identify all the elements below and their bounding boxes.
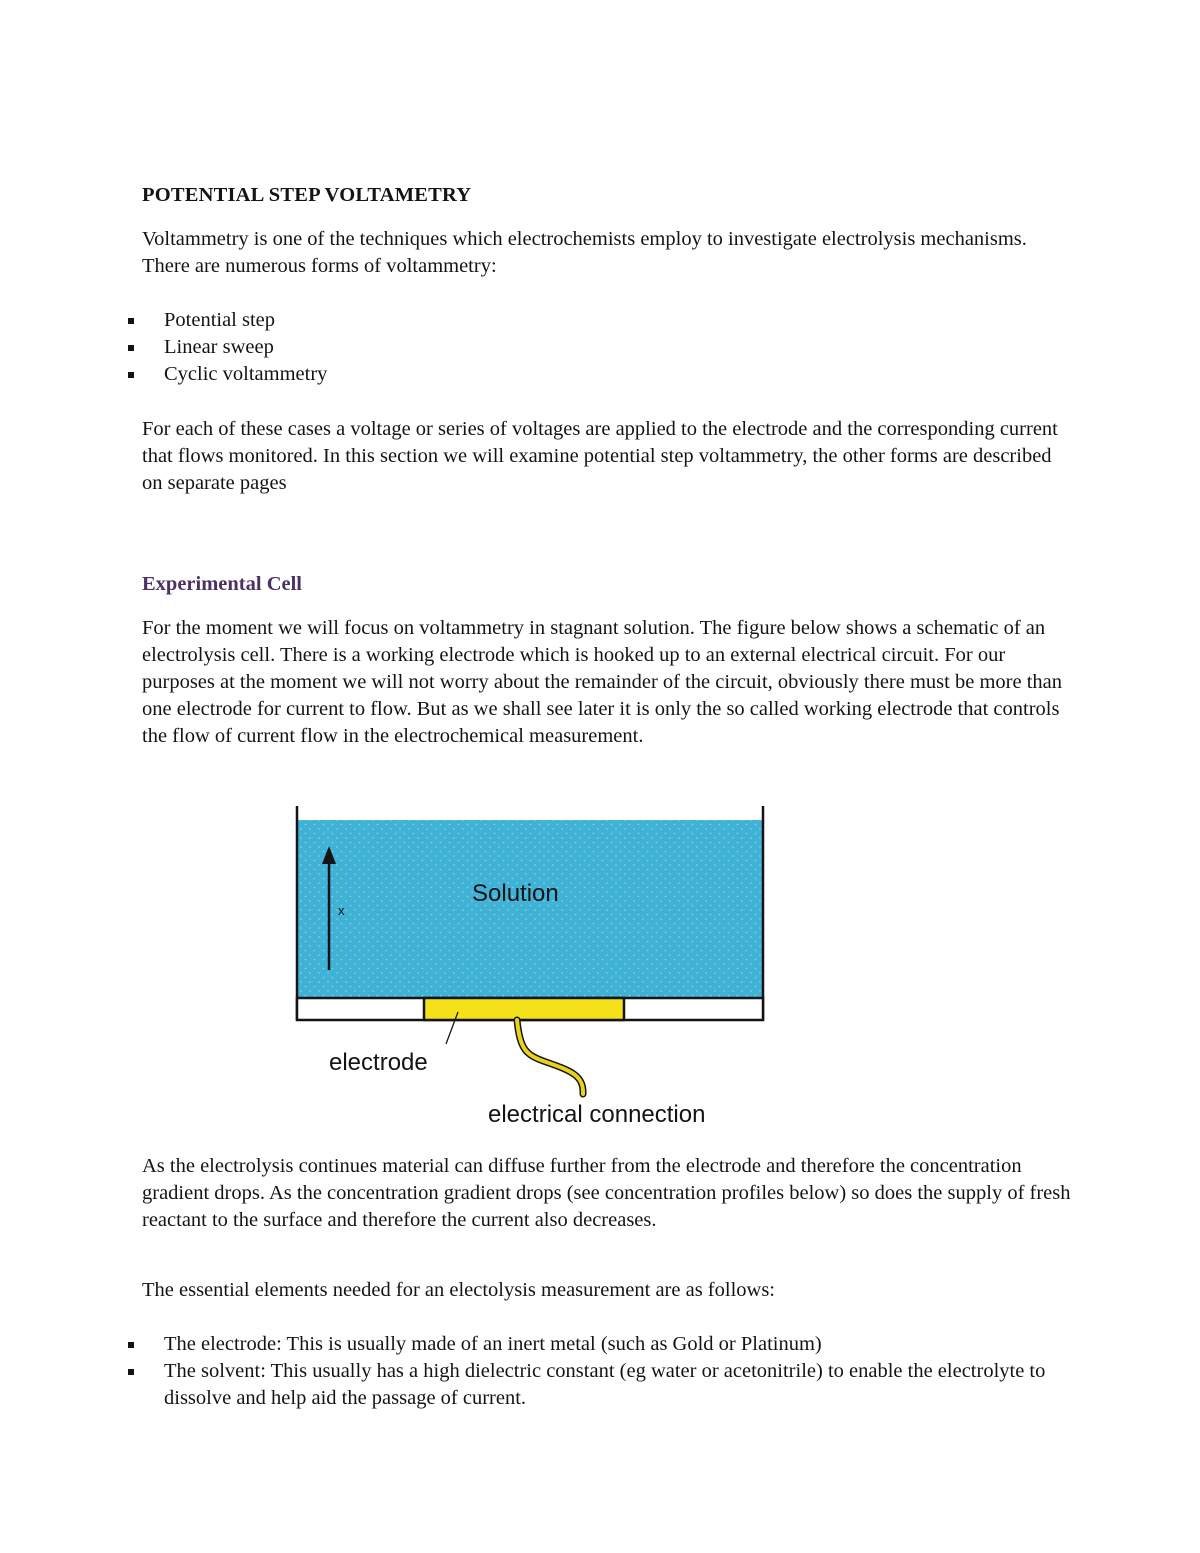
connection-wire-outline [517, 1020, 583, 1094]
connection-wire [517, 1020, 583, 1094]
list-item: Potential step [124, 307, 1074, 334]
list-item: The solvent: This usually has a high dielectric constant (eg water or acetonitrile) to enable the electrolyte to dissolve and help aid the passage of current. [124, 1358, 1074, 1412]
essential-elements-list [124, 1331, 1074, 1412]
diffusion-paragraph: As the electrolysis continues material can diffuse further from the electrode and therefore the concentration gradient drops. As the concentration gradient drops (see concentration profiles below) so does the supply of fresh reactant to the surface and therefore the current also decreases. [142, 1155, 1071, 1231]
methods-paragraph: For each of these cases a voltage or series of voltages are applied to the electrode and the corresponding current that flows monitored. In this section we will examine potential step voltammetry, the other forms are described on separate pages [142, 418, 1058, 494]
page-title: POTENTIAL STEP VOLTAMETRY [142, 184, 472, 206]
bullet-icon [128, 318, 134, 324]
voltammetry-forms-list [124, 307, 1074, 388]
electrode-label: electrode [329, 1049, 428, 1076]
solution-label: Solution [472, 880, 559, 907]
electrolysis-cell-figure [290, 800, 770, 1140]
electrode [424, 998, 624, 1020]
cell-description-paragraph: For the moment we will focus on voltammetry in stagnant solution. The figure below shows a schematic of an electrolysis cell. There is a working electrode which is hooked up to an external electrical circuit. For our purposes at the moment we will not worry about the remainder of the circuit, obviously there must be more than one electrode for current to flow. But as we shall see later it is only the so called working electrode that controls the flow of current flow in the electrochemical measurement. [142, 617, 1062, 747]
elements-intro-paragraph: The essential elements needed for an electolysis measurement are as follows: [142, 1279, 775, 1301]
list-item: Cyclic voltammetry [124, 361, 1074, 388]
bullet-icon [128, 372, 134, 378]
list-item: Linear sweep [124, 334, 1074, 361]
section-heading: Experimental Cell [142, 573, 302, 595]
connection-label: electrical connection [488, 1101, 706, 1128]
bullet-icon [128, 345, 134, 351]
axis-label-x: x [338, 903, 345, 918]
solution-texture [297, 820, 763, 998]
intro-paragraph: Voltammetry is one of the techniques which electrochemists employ to investigate electrolysis mechanisms. There are numerous forms of voltammetry: [142, 228, 1027, 277]
bullet-icon [128, 1342, 134, 1348]
bullet-icon [128, 1369, 134, 1375]
list-item: The electrode: This is usually made of an inert metal (such as Gold or Platinum) [124, 1331, 1074, 1358]
